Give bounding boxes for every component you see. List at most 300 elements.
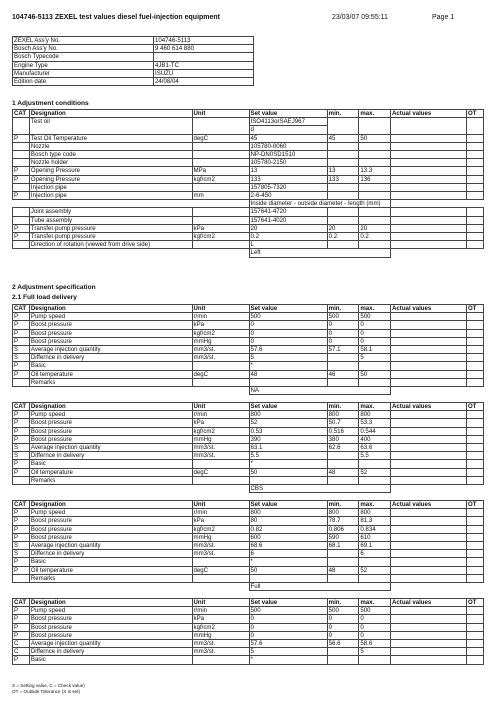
full-load-delivery-table	[12, 402, 484, 493]
cell-actual-values	[391, 640, 467, 648]
header-unit: Unit	[192, 599, 249, 607]
cell-min: 20	[327, 224, 359, 232]
table-row	[13, 460, 484, 468]
cell-cat: S	[13, 354, 30, 362]
cell-cat	[13, 151, 30, 159]
cell-min: 78.7	[327, 517, 359, 525]
cell-cat: P	[13, 419, 30, 427]
pipe-dimension-note	[13, 200, 484, 208]
table-row	[13, 167, 484, 175]
cell-designation: Boost pressure	[29, 517, 192, 525]
cell-min	[327, 574, 359, 582]
cell-designation: Bosch type code	[29, 151, 192, 159]
cell-set-value: *	[249, 656, 327, 664]
cell-ot	[467, 411, 484, 419]
cell-min: 68.1	[327, 542, 359, 550]
cell-cat	[13, 378, 30, 386]
cell-cat: P	[13, 233, 30, 241]
cell-empty	[467, 118, 484, 134]
header-set-value: Set value	[249, 403, 327, 411]
table-row	[13, 574, 484, 582]
cell-max: 500	[359, 313, 391, 321]
cell-cat: P	[13, 167, 30, 175]
cell-min	[327, 142, 359, 150]
header-designation: Designation	[29, 110, 192, 118]
cell-unit: mmHg	[192, 337, 249, 345]
cell-cat: P	[13, 509, 30, 517]
cell-max: 63.6	[359, 444, 391, 452]
cell-ot	[467, 151, 484, 159]
cell-cat	[13, 574, 30, 582]
cell-set-value: 0.82	[249, 525, 327, 533]
cell-ot	[467, 509, 484, 517]
info-label: ZEXEL Ass'y No.	[13, 37, 154, 45]
cell-designation: Basic	[29, 656, 192, 664]
header-set-value: Set value	[249, 599, 327, 607]
cell-ot	[467, 346, 484, 354]
cell-max	[359, 241, 391, 249]
cell-ot	[467, 216, 484, 224]
cell-unit: mm3/st.	[192, 640, 249, 648]
header-max: max.	[359, 305, 391, 313]
cell-cat	[13, 183, 30, 191]
cell-ot	[467, 542, 484, 550]
cell-unit: degC	[192, 134, 249, 142]
header-unit: Unit	[192, 403, 249, 411]
table-row	[13, 550, 484, 558]
cell-designation: Nozzle	[29, 142, 192, 150]
cell-ot	[467, 208, 484, 216]
cell-min: 500	[327, 313, 359, 321]
cell-actual-values	[391, 216, 467, 224]
table-row	[13, 631, 484, 639]
cell-max: 800	[359, 509, 391, 517]
cell-set-value: 500	[249, 313, 327, 321]
table-row	[13, 151, 484, 159]
cell-actual-values	[391, 542, 467, 550]
info-row	[13, 53, 254, 61]
remarks-note	[13, 485, 484, 493]
cell-set-value: 52	[249, 419, 327, 427]
table-row	[13, 419, 484, 427]
cell-ot	[467, 435, 484, 443]
info-label: Bosch Ass'y No.	[13, 45, 154, 53]
cell-set-value: 0	[249, 623, 327, 631]
cell-ot	[467, 607, 484, 615]
cell-max	[359, 460, 391, 468]
cell-cat: P	[13, 435, 30, 443]
cell-max: 58.6	[359, 640, 391, 648]
cell-max	[359, 151, 391, 159]
cell-actual-values	[391, 321, 467, 329]
table-row	[13, 337, 484, 345]
cell-unit: mmHg	[192, 631, 249, 639]
footnote-2: OT = Outside Tolerance (X is set)	[12, 688, 80, 694]
cell-max: 0.544	[359, 427, 391, 435]
full-load-delivery-table	[12, 304, 484, 395]
cell-unit: r/min	[192, 411, 249, 419]
cell-ot	[467, 183, 484, 191]
cell-actual-values	[391, 623, 467, 631]
section-adjustment-specification-title: 2 Adjustment specification	[12, 284, 96, 291]
table-row	[13, 452, 484, 460]
cell-ot	[467, 640, 484, 648]
cell-max: 610	[359, 533, 391, 541]
table-row	[13, 533, 484, 541]
info-value: ISUZU	[154, 69, 254, 77]
cell-cat	[13, 118, 30, 134]
cell-set-value: 0	[249, 615, 327, 623]
cell-min	[327, 550, 359, 558]
cell-designation: Opening Pressure	[29, 167, 192, 175]
table-row	[13, 378, 484, 386]
info-value	[154, 53, 254, 61]
cell-min: 13	[327, 167, 359, 175]
cell-set-value: 57.6	[249, 346, 327, 354]
cell-min: 0	[327, 321, 359, 329]
header-unit: Unit	[192, 110, 249, 118]
cell-designation: Pump speed	[29, 411, 192, 419]
cell-set-value: L	[249, 241, 327, 249]
cell-designation: Transfer pump pressure	[29, 224, 192, 232]
table-row	[13, 224, 484, 232]
cell-unit: kgf/cm2	[192, 233, 249, 241]
cell-designation: Boost pressure	[29, 623, 192, 631]
info-row	[13, 78, 254, 86]
test-oil-value-2: d	[249, 126, 327, 134]
table-row	[13, 346, 484, 354]
cell-set-value: 20	[249, 224, 327, 232]
cell-designation: Average injection quantity	[29, 640, 192, 648]
cell-designation: Boost pressure	[29, 427, 192, 435]
cell-ot	[467, 241, 484, 249]
cell-min	[327, 656, 359, 664]
cell-unit: kPa	[192, 321, 249, 329]
cell-designation: Pump speed	[29, 607, 192, 615]
cell-unit: mm	[192, 192, 249, 200]
cell-unit	[192, 151, 249, 159]
cell-ot	[467, 134, 484, 142]
cell-cat	[13, 216, 30, 224]
cell-set-value: 68.6	[249, 542, 327, 550]
cell-actual-values	[391, 648, 467, 656]
cell-unit: kPa	[192, 517, 249, 525]
remarks-note-text: NA	[249, 387, 390, 395]
table-row	[13, 615, 484, 623]
table-row	[13, 444, 484, 452]
cell-unit: r/min	[192, 607, 249, 615]
page-number: Page 1	[432, 14, 455, 21]
cell-max	[359, 362, 391, 370]
header-max: max.	[359, 110, 391, 118]
cell-min	[327, 216, 359, 224]
cell-ot	[467, 321, 484, 329]
cell-actual-values	[391, 558, 467, 566]
cell-cat	[13, 208, 30, 216]
cell-actual-values	[391, 313, 467, 321]
cell-unit	[192, 574, 249, 582]
cell-actual-values	[391, 241, 467, 249]
header-row	[13, 305, 484, 313]
header-cat: CAT	[13, 599, 30, 607]
cell-set-value: 57.6	[249, 640, 327, 648]
cell-designation: Injection pipe	[29, 183, 192, 191]
cell-unit	[192, 362, 249, 370]
rotation-note	[13, 249, 484, 257]
cell-actual-values	[391, 192, 467, 200]
remarks-note	[13, 387, 484, 395]
cell-max: 81.3	[359, 517, 391, 525]
header-min: min.	[327, 599, 359, 607]
cell-cat: C	[13, 648, 30, 656]
table-row	[13, 216, 484, 224]
cell-ot	[467, 550, 484, 558]
cell-max: 50	[359, 134, 391, 142]
document-header	[12, 14, 484, 21]
footnote-1: S = Setting value, C = Check value)	[12, 683, 85, 688]
header-ot: OT	[467, 501, 484, 509]
cell-set-value: 5.5	[249, 452, 327, 460]
cell-min	[327, 452, 359, 460]
cell-actual-values	[391, 460, 467, 468]
cell-max: 0	[359, 615, 391, 623]
cell-max	[359, 574, 391, 582]
cell-cat: P	[13, 370, 30, 378]
cell-min	[327, 159, 359, 167]
header-min: min.	[327, 501, 359, 509]
table-row	[13, 435, 484, 443]
cell-designation: Differnce in delivery	[29, 550, 192, 558]
table-row	[13, 648, 484, 656]
cell-designation: Average injection quantity	[29, 346, 192, 354]
info-row	[13, 45, 254, 53]
section-adjustment-conditions-title: 1 Adjustment conditions	[12, 100, 89, 107]
cell-ot	[467, 419, 484, 427]
header-cat: CAT	[13, 305, 30, 313]
cell-min: 0	[327, 615, 359, 623]
header-min: min.	[327, 110, 359, 118]
table-row	[13, 354, 484, 362]
cell-cat: P	[13, 525, 30, 533]
table-row	[13, 142, 484, 150]
info-label: Edition date	[13, 78, 154, 86]
cell-min: 57.1	[327, 346, 359, 354]
cell-set-value: 45	[249, 134, 327, 142]
cell-cat: P	[13, 631, 30, 639]
table-row	[13, 476, 484, 484]
cell-unit: kPa	[192, 615, 249, 623]
cell-actual-values	[391, 517, 467, 525]
cell-designation: Average injection quantity	[29, 542, 192, 550]
cell-cat: P	[13, 656, 30, 664]
cell-max: 5	[359, 354, 391, 362]
cell-ot	[467, 623, 484, 631]
cell-unit: mm3/st.	[192, 444, 249, 452]
cell-max: 500	[359, 607, 391, 615]
cell-actual-values	[391, 378, 467, 386]
header-ot: OT	[467, 403, 484, 411]
cell-actual-values	[391, 444, 467, 452]
cell-cat: P	[13, 192, 30, 200]
cell-unit: kgf/cm2	[192, 427, 249, 435]
header-actual-values: Actual values	[391, 501, 467, 509]
cell-ot	[467, 337, 484, 345]
table-row	[13, 640, 484, 648]
cell-unit: kgf/cm2	[192, 525, 249, 533]
cell-ot	[467, 631, 484, 639]
cell-max	[359, 192, 391, 200]
cell-set-value: 600	[249, 533, 327, 541]
cell-ot	[467, 175, 484, 183]
cell-max	[359, 476, 391, 484]
cell-set-value: *	[249, 362, 327, 370]
table-row	[13, 313, 484, 321]
cell-min	[327, 648, 359, 656]
cell-designation: Injection pipe	[29, 192, 192, 200]
cell-cat: S	[13, 452, 30, 460]
cell-min	[327, 183, 359, 191]
cell-max: 136	[359, 175, 391, 183]
cell-min: 0.2	[327, 233, 359, 241]
header-row	[13, 403, 484, 411]
cell-designation: Differnce in delivery	[29, 648, 192, 656]
cell-unit	[192, 241, 249, 249]
cell-designation: Average injection quantity	[29, 444, 192, 452]
cell-actual-values	[391, 476, 467, 484]
cell-set-value: 0	[249, 631, 327, 639]
document-title: 104746-5113 ZEXEL test values diesel fuel-injection equipment	[12, 14, 221, 21]
cell-set-value: 6	[249, 550, 327, 558]
cell-min: 0	[327, 329, 359, 337]
table-row	[13, 159, 484, 167]
cell-unit	[192, 159, 249, 167]
header-designation: Designation	[29, 305, 192, 313]
cell-max	[359, 378, 391, 386]
info-label: Bosch Typecode	[13, 53, 154, 61]
cell-ot	[467, 517, 484, 525]
cell-ot	[467, 362, 484, 370]
cell-set-value: 80	[249, 517, 327, 525]
cell-unit	[192, 118, 249, 134]
cell-ot	[467, 476, 484, 484]
cell-ot	[467, 444, 484, 452]
header-row	[13, 501, 484, 509]
cell-set-value: 50	[249, 468, 327, 476]
cell-cat: P	[13, 558, 30, 566]
cell-min: 0.806	[327, 525, 359, 533]
table-row	[13, 183, 484, 191]
header-unit: Unit	[192, 501, 249, 509]
cell-min: 56.6	[327, 640, 359, 648]
rotation-note-text: Left	[249, 249, 390, 257]
cell-actual-values	[391, 631, 467, 639]
cell-designation: Nozzle holder	[29, 159, 192, 167]
info-label: Manufacturer	[13, 69, 154, 77]
cell-set-value: *	[249, 460, 327, 468]
header-min: min.	[327, 305, 359, 313]
header-ot: OT	[467, 305, 484, 313]
cell-ot	[467, 159, 484, 167]
cell-unit	[192, 208, 249, 216]
cell-ot	[467, 142, 484, 150]
cell-actual-values	[391, 419, 467, 427]
cell-unit: kgf/cm2	[192, 329, 249, 337]
info-label: Engine Type	[13, 61, 154, 69]
table-row	[13, 623, 484, 631]
cell-cat: P	[13, 337, 30, 345]
header-actual-values: Actual values	[391, 599, 467, 607]
header-row	[13, 599, 484, 607]
cell-max: 0	[359, 631, 391, 639]
cell-max: 800	[359, 411, 391, 419]
cell-min: 800	[327, 509, 359, 517]
cell-actual-values	[391, 427, 467, 435]
cell-ot	[467, 233, 484, 241]
cell-set-value: 48	[249, 370, 327, 378]
cell-cat: P	[13, 134, 30, 142]
cell-unit: r/min	[192, 313, 249, 321]
header-set-value: Set value	[249, 501, 327, 509]
cell-actual-values	[391, 224, 467, 232]
cell-cat: P	[13, 533, 30, 541]
cell-ot	[467, 378, 484, 386]
cell-unit	[192, 558, 249, 566]
cell-ot	[467, 566, 484, 574]
cell-actual-values	[391, 509, 467, 517]
cell-set-value: 0	[249, 337, 327, 345]
cell-min	[327, 151, 359, 159]
cell-designation: Boost pressure	[29, 329, 192, 337]
cell-ot	[467, 460, 484, 468]
cell-cat	[13, 241, 30, 249]
cell-set-value: 105780-0060	[249, 142, 327, 150]
cell-set-value	[249, 378, 327, 386]
cell-designation: Boost pressure	[29, 419, 192, 427]
print-date: 23/03/07 09:55:11	[332, 14, 388, 21]
cell-unit: kPa	[192, 419, 249, 427]
cell-max: 52	[359, 566, 391, 574]
full-load-delivery-table	[12, 500, 484, 591]
cell-unit: mmHg	[192, 533, 249, 541]
cell-set-value: 13	[249, 167, 327, 175]
cell-min: 0	[327, 631, 359, 639]
cell-set-value: 157805-7320	[249, 183, 327, 191]
cell-ot	[467, 558, 484, 566]
cell-set-value	[249, 476, 327, 484]
table-row	[13, 411, 484, 419]
table-row	[13, 656, 484, 664]
cell-designation: Test Oil Temperature	[29, 134, 192, 142]
cell-empty	[359, 118, 391, 134]
cell-unit: degC	[192, 468, 249, 476]
cell-unit: mmHg	[192, 435, 249, 443]
header-ot: OT	[467, 110, 484, 118]
cell-actual-values	[391, 151, 467, 159]
cell-ot	[467, 354, 484, 362]
cell-unit	[192, 460, 249, 468]
table-row	[13, 329, 484, 337]
cell-min: 48	[327, 468, 359, 476]
cell-cat: S	[13, 542, 30, 550]
cell-actual-values	[391, 550, 467, 558]
cell-set-value: 157641-4720	[249, 208, 327, 216]
table-row	[13, 208, 484, 216]
table-row	[13, 509, 484, 517]
cell-set-value: 390	[249, 435, 327, 443]
header-set-value: Set value	[249, 305, 327, 313]
cell-ot	[467, 224, 484, 232]
cell-actual-values	[391, 354, 467, 362]
